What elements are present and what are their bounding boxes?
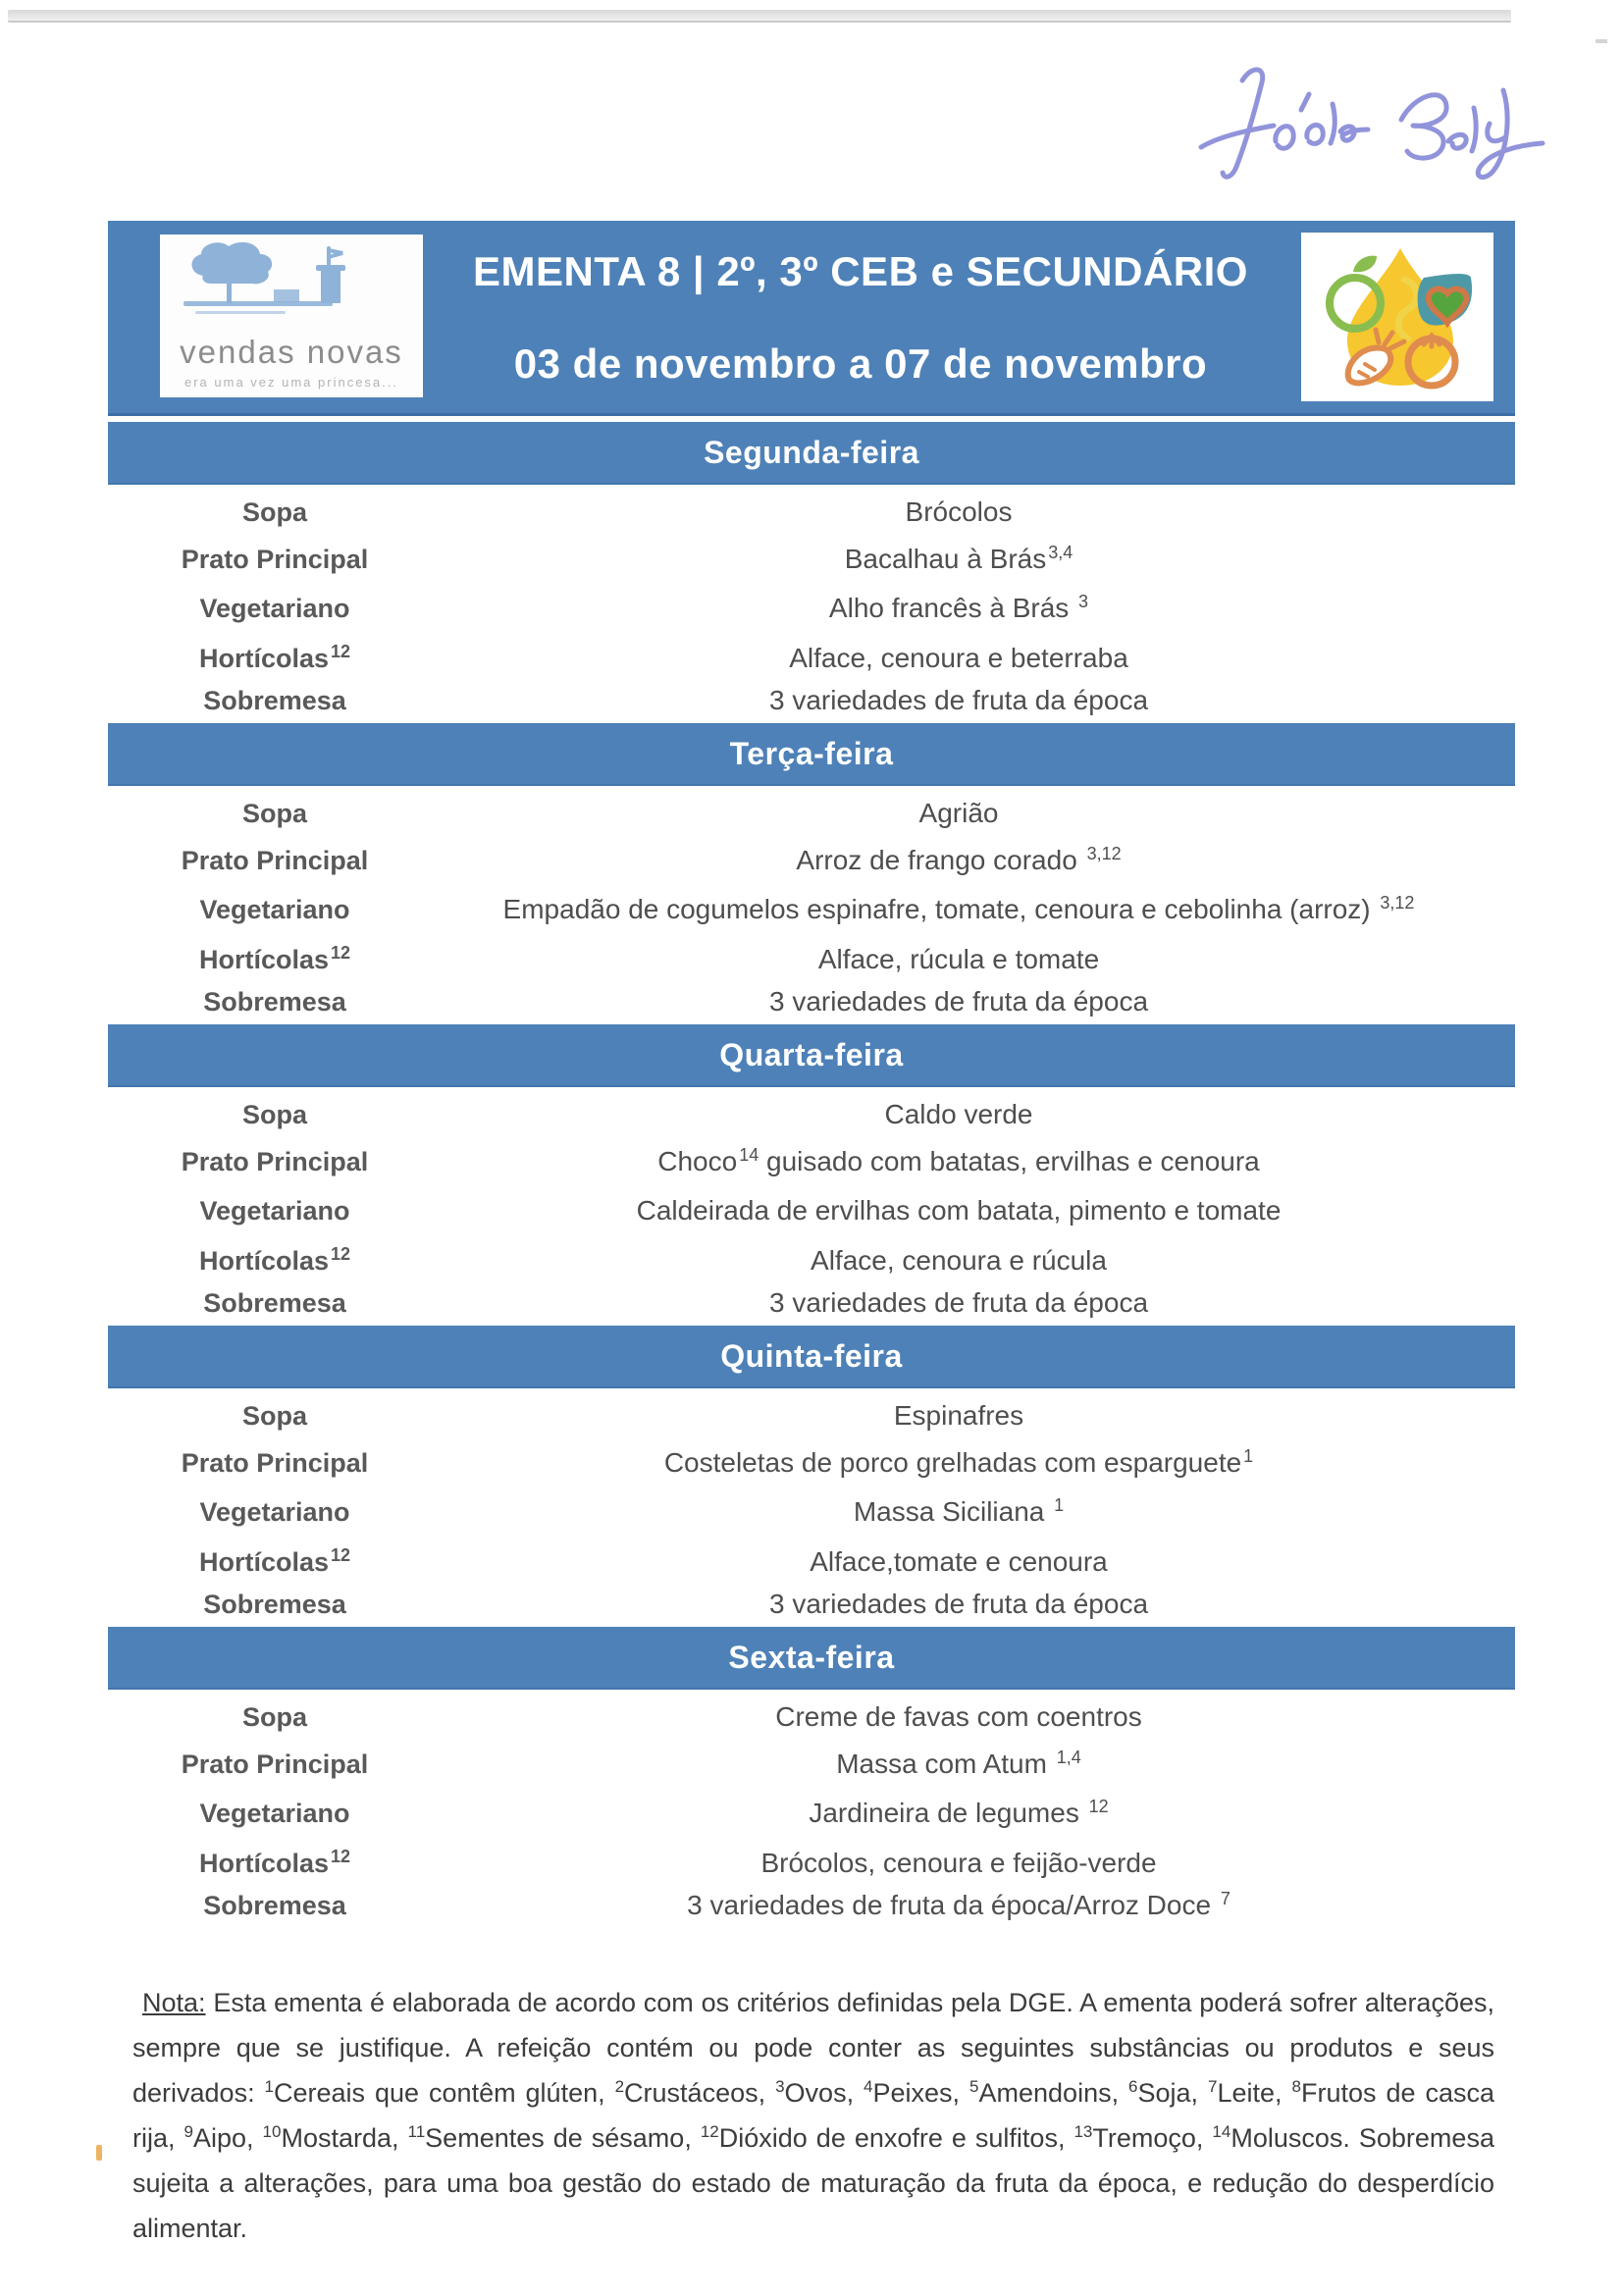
row-value: Brócolos, cenoura e feijão-verde [760,1848,1157,1878]
row-value: Massa com Atum $^{1,4}$ [836,1747,1081,1779]
note-label: Nota: [142,1988,206,2017]
row-value: 3 variedades de fruta da época [768,1589,1149,1619]
row-value: Bacalhau à Brás $^{3,4}$ [844,542,1073,574]
menu-row [108,1138,1515,1185]
allergen-superscript: 3,12 [1086,843,1122,863]
row-label: Vegetariano [199,1798,350,1828]
allergen-superscript: 9 [183,2122,193,2141]
day-content [108,786,1515,1024]
row-value: 3 variedades de fruta da época [768,685,1149,715]
row-label: Sobremesa [203,986,346,1017]
menu-row [108,1236,1515,1285]
allergen-superscript: 3 [1078,591,1089,611]
row-label: Prato Principal [181,544,369,574]
row-value: Caldeirada de ervilhas com batata, pimento e tomate [636,1195,1282,1226]
allergen-superscript: 11 [407,2122,426,2141]
municipality-logo [160,235,423,397]
menu-row [108,1538,1515,1587]
menu-row [108,1185,1515,1236]
row-label: Sobremesa [203,1589,346,1619]
row-label: Prato Principal [181,1748,369,1779]
row-label-superscript: 12 [331,641,351,661]
row-value: Caldo verde [884,1099,1033,1129]
day-header: Terça-feira [108,723,1515,786]
row-value: Costeletas de porco grelhadas com esparguete $^1$ [663,1445,1254,1478]
day-header: Sexta-feira [108,1627,1515,1690]
menu [108,422,1515,1928]
menu-row [108,984,1515,1019]
menu-row [108,1487,1515,1538]
row-value: Alface, cenoura e rúcula [811,1245,1107,1276]
allergen-superscript: 1,4 [1056,1747,1081,1767]
row-label: Sobremesa [203,685,346,715]
allergen-superscript: 13 [1073,2122,1093,2141]
allergen-superscript: 10 [262,2122,282,2141]
row-label: Vegetariano [199,894,350,924]
menu-row [108,1587,1515,1622]
row-label: Hortícolas $^{12}$ [198,1544,351,1577]
row-value: 3 variedades de fruta da época/Arroz Doce $^7$ [687,1888,1230,1920]
menu-day-section [108,723,1515,1024]
allergen-superscript: 3 [775,2077,785,2096]
menu-row [108,683,1515,718]
header [108,221,1515,416]
allergen-superscript: 1 [264,2077,275,2096]
menu-row [108,884,1515,935]
day-header: Segunda-feira [108,422,1515,485]
row-value: Alface,tomate e cenoura [810,1546,1108,1577]
row-label: Sopa [241,798,307,828]
row-label: Sobremesa [203,1287,346,1318]
row-value: 3 variedades de fruta da época [768,1287,1149,1318]
row-value: Massa Siciliana $^1$ [853,1494,1065,1527]
row-value: Alho francês à Brás $^3$ [828,591,1089,623]
menu-row [108,1285,1515,1321]
row-label: Prato Principal [181,845,369,875]
menu-row [108,1392,1515,1439]
day-content [108,1087,1515,1326]
row-label: Vegetariano [199,1195,350,1226]
menu-row [108,634,1515,683]
row-label-superscript: 12 [331,1544,351,1565]
allergen-superscript: 12 [700,2122,719,2141]
header-titles [432,221,1289,413]
menu-row [108,1694,1515,1741]
fruit-drop-icon [1314,240,1481,393]
row-label: Sopa [241,1400,307,1431]
row-value: Espinafres [893,1400,1024,1431]
row-label: Sopa [241,496,307,527]
page-title: EMENTA 8 | 2º, 3º CEB e SECUNDÁRIO [473,248,1248,294]
day-content [108,1690,1515,1928]
footer-note: Nota: Esta ementa é elaborada de acordo com os critérios definidas pela DGE. A ementa poderá sofrer alterações, sempre que se justifique. A refeição contém ou pode conter as seguintes substâncias ou produtos e seus derivados: $^1$Cereais que contêm glúten, $^2$Crustáceos, $^3$Ovos, $^4$Peixes, $^5$Amendoins, $^6$Soja, $^7$Leite, $^8$Frutos de casca rija, $^9$Aipo, $^{10}$Mostarda, $^{11}$Sementes de sésamo, $^{12}$Dióxido de enxofre e sulfitos, $^{13}$Tremoço, $^{14}$Moluscos. Sobremesa sujeita a alterações, para uma boa gestão do estado de maturação da fruta da época, e redução do desperdício alimentar. [132,1988,1494,2243]
date-range: 03 de novembro a 07 de novembro [513,340,1208,387]
allergen-superscript: 14 [739,1144,759,1165]
allergen-superscript: 7 [1220,1888,1230,1908]
row-label: Prato Principal [181,1146,369,1176]
row-value: Alface, rúcula e tomate [817,944,1100,974]
scan-artifact-mark [1596,39,1607,43]
row-label-superscript: 12 [331,1846,351,1866]
allergen-superscript: 3,4 [1048,542,1073,562]
allergen-superscript: 14 [1212,2122,1231,2141]
row-value: Jardineira de legumes $^{12}$ [809,1796,1109,1828]
allergen-superscript: 1 [1054,1494,1065,1515]
signature-icon [1158,47,1570,204]
menu-row [108,536,1515,583]
allergen-superscript: 12 [1088,1796,1109,1816]
row-label: Sopa [241,1099,307,1129]
menu-day-section [108,1627,1515,1928]
row-label: Vegetariano [199,1496,350,1527]
row-label: Sobremesa [203,1890,346,1920]
logo-tagline: era uma vez uma princesa... [183,375,399,390]
menu-day-section [108,422,1515,723]
row-value: Empadão de cogumelos espinafre, tomate, cenoura e cebolinha (arroz) $^{3,12}$ [502,892,1415,924]
row-label: Prato Principal [181,1447,369,1478]
allergen-superscript: 7 [1208,2077,1218,2096]
menu-row [108,935,1515,984]
scan-artifact-line [8,10,1511,23]
row-label: Hortícolas $^{12}$ [198,641,351,673]
menu-row [108,790,1515,837]
town-illustration-icon [174,240,409,336]
nutrition-logo [1301,233,1493,401]
row-value: Arroz de frango corado $^{3,12}$ [796,843,1122,875]
menu-row [108,1741,1515,1788]
logo-name: vendas novas [180,334,403,370]
allergen-superscript: 8 [1291,2077,1301,2096]
row-value: 3 variedades de fruta da época [768,986,1149,1017]
menu-row [108,583,1515,634]
row-value: Creme de favas com coentros [775,1701,1142,1732]
allergen-superscript: 4 [864,2077,873,2096]
scan-artifact-orange [96,2145,102,2161]
menu-row [108,1439,1515,1487]
row-label: Hortícolas $^{12}$ [198,1846,351,1878]
menu-day-section [108,1326,1515,1627]
allergen-superscript: 3,12 [1380,892,1415,913]
row-label: Hortícolas $^{12}$ [198,942,351,974]
row-value: Brócolos [905,496,1013,527]
row-label: Sopa [241,1701,307,1732]
row-label: Vegetariano [199,593,350,623]
allergen-superscript: 6 [1128,2077,1138,2096]
row-value: Alface, cenoura e beterraba [789,643,1128,673]
row-value: Agrião [918,798,999,828]
menu-row [108,489,1515,536]
allergen-superscript: 2 [614,2077,625,2096]
day-content [108,485,1515,723]
row-label: Hortícolas $^{12}$ [198,1243,351,1276]
menu-row [108,1888,1515,1923]
row-label-superscript: 12 [331,1243,351,1264]
menu-day-section [108,1024,1515,1326]
day-header: Quinta-feira [108,1326,1515,1388]
row-label-superscript: 12 [331,942,351,963]
allergen-superscript: 5 [969,2077,979,2096]
row-value: Choco $^{14}$ guisado com batatas, ervilhas e cenoura [657,1144,1260,1176]
day-content [108,1388,1515,1627]
menu-row [108,837,1515,884]
allergen-superscript: 1 [1243,1445,1254,1466]
menu-row [108,1788,1515,1839]
menu-row [108,1839,1515,1888]
day-header: Quarta-feira [108,1024,1515,1087]
menu-row [108,1091,1515,1138]
